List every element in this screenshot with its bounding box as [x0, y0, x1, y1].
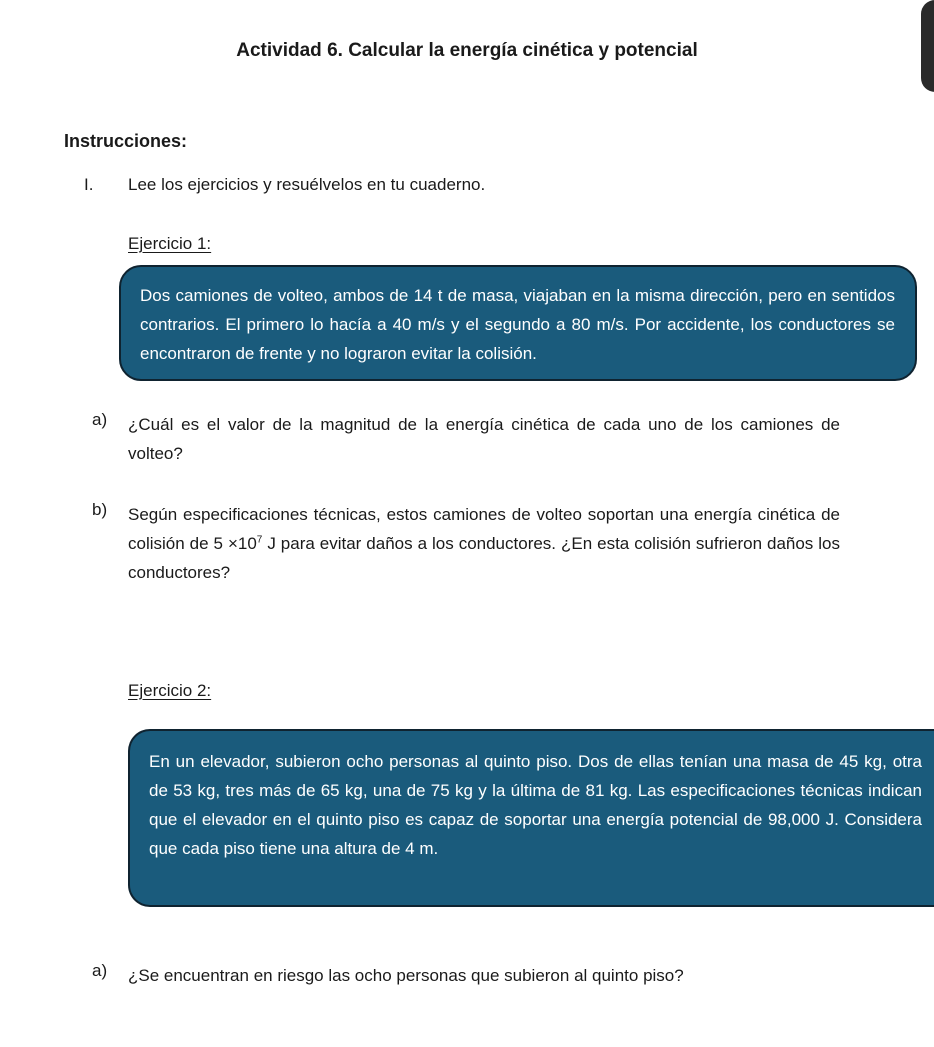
exercise2-statement: En un elevador, subieron ocho personas al quinto piso. Dos de ellas tenían una masa de 45 kg, otra de 53 kg, tres más de 65 kg, una de 75 kg y la última de 81 kg. Las especificaciones técnicas indican que el elevador en el quinto piso es capaz de soportar una energía potencial de 98,000 J. Considera que cada piso tiene una altura de 4 m. — [149, 752, 922, 858]
instruction-number: I. — [84, 175, 94, 194]
question-b-text-after: J para evitar daños a los conductores. ¿En esta colisión sufrieron daños los conductores? — [128, 534, 840, 582]
exercise2-question-a-text: ¿Se encuentran en riesgo las ocho personas que subieron al quinto piso? — [128, 966, 684, 985]
exercise2-statement-box — [128, 729, 934, 907]
instructions-heading: Instrucciones: — [64, 131, 188, 151]
exercise1-question-a-letter: a) — [92, 410, 108, 429]
page-title: Actividad 6. Calcular la energía cinética y potencial — [236, 40, 698, 61]
exercise1-question-b-text — [128, 500, 840, 587]
question-b-exponent: 7 — [256, 534, 263, 546]
exercise1-question-b-letter: b) — [92, 500, 108, 519]
instruction-text: Lee los ejercicios y resuélvelos en tu cuaderno. — [128, 175, 486, 194]
exercise2-label: Ejercicio 2: — [128, 681, 212, 700]
exercise1-label: Ejercicio 1: — [128, 234, 212, 253]
exercise2-question-a-letter: a) — [92, 961, 108, 980]
exercise1-statement: Dos camiones de volteo, ambos de 14 t de masa, viajaban en la misma dirección, pero en sentidos contrarios. El primero lo hacía a 40 m/s y el segundo a 80 m/s. Por accidente, los conductores se encontraron de frente y no lograron evitar la colisión. — [140, 286, 895, 363]
exercise1-statement-box — [119, 265, 917, 381]
exercise1-question-a-text: ¿Cuál es el valor de la magnitud de la energía cinética de cada uno de los camiones de volteo? — [128, 415, 840, 463]
question-b-text-before: Según especificaciones técnicas, estos camiones de volteo soportan una energía cinética de colisión de 5 ×10 — [128, 505, 840, 553]
